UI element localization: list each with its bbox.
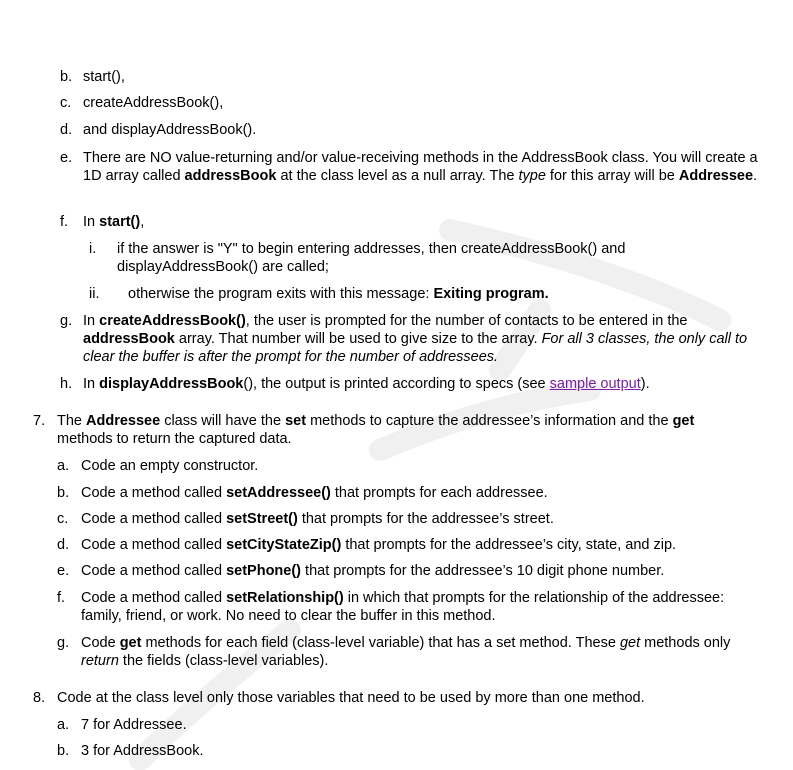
sublist-label: g. [57, 635, 70, 651]
sublist-item-7e [57, 562, 757, 580]
list-item-prev-b [60, 68, 760, 86]
sublist-text: Code get methods for each field (class-level variable) that has a set method. These get methods only return the fields (class-level variables). [81, 635, 731, 669]
sublist-label: f. [57, 590, 66, 606]
numbered-item-8 [33, 689, 753, 707]
sublist-text: Code an empty constructor. [81, 458, 259, 474]
sublist-label: i. [89, 241, 97, 257]
sublist-label: b. [57, 743, 70, 759]
list-item-f [60, 213, 760, 231]
list-label: b. [60, 69, 73, 85]
list-text: In createAddressBook(), the user is prompted for the number of contacts to be entered in the addressBook array. That number will be used to give size to the array. For all 3 classes, the only call to clear the buffer is after the prompt for the number of addressees. [83, 313, 748, 365]
sublist-label: a. [57, 458, 70, 474]
sublist-label: d. [57, 537, 70, 553]
list-label: g. [60, 313, 73, 329]
list-label: d. [60, 122, 73, 138]
sublist-item-7g [57, 634, 747, 670]
list-item-g [60, 312, 760, 366]
list-text: In displayAddressBook(), the output is printed according to specs (see sample output). [83, 376, 650, 392]
sublist-item-7d [57, 536, 757, 554]
sublist-item-8b [57, 742, 757, 760]
sublist-item-8a [57, 716, 757, 734]
sublist-text: 7 for Addressee. [81, 717, 187, 733]
sublist-text: Code a method called setPhone() that prompts for the addressee’s 10 digit phone number. [81, 563, 665, 579]
list-label: h. [60, 376, 73, 392]
sublist-item-7a [57, 457, 757, 475]
list-label: e. [60, 150, 73, 166]
list-text: start(), [83, 69, 125, 85]
numbered-item-7 [33, 412, 743, 448]
numbered-text: Code at the class level only those variables that need to be used by more than one method. [57, 690, 645, 706]
sublist-text: if the answer is "Y" to begin entering addresses, then createAddressBook() and displayAddressBook() are called; [117, 241, 626, 275]
list-item-e [60, 149, 760, 185]
sublist-text: Code a method called setRelationship() in which that prompts for the relationship of the addressee: family, friend, or work. No need to clear the buffer in this method. [81, 590, 725, 624]
sublist-item-7f [57, 589, 747, 625]
sublist-item-f-ii [89, 285, 739, 303]
number-label: 7. [33, 413, 46, 429]
sublist-label: e. [57, 563, 70, 579]
list-label: c. [60, 95, 72, 111]
sublist-text: Code a method called setStreet() that prompts for the addressee’s street. [81, 511, 554, 527]
list-text: There are NO value-returning and/or value-receiving methods in the AddressBook class. You will create a 1D array called addressBook at the class level as a null array. The type for this array will be Addressee. [83, 150, 758, 184]
sublist-label: c. [57, 511, 69, 527]
list-item-h [60, 375, 760, 393]
sublist-text: Code a method called setCityStateZip() that prompts for the addressee’s city, state, and zip. [81, 537, 677, 553]
sublist-label: b. [57, 485, 70, 501]
sublist-text: otherwise the program exits with this message: Exiting program. [128, 286, 549, 302]
sublist-item-f-i [89, 240, 739, 276]
numbered-text: The Addressee class will have the set methods to capture the addressee’s information and the get methods to return the captured data. [57, 413, 695, 447]
sample-output-link[interactable]: sample output [549, 376, 641, 392]
watermark-graphic [120, 190, 740, 770]
sublist-label: a. [57, 717, 70, 733]
list-text: and displayAddressBook(). [83, 122, 257, 138]
sublist-text: Code a method called setAddressee() that prompts for each addressee. [81, 485, 548, 501]
list-label: f. [60, 214, 69, 230]
list-item-prev-d [60, 121, 760, 139]
sublist-item-7b [57, 484, 757, 502]
number-label: 8. [33, 690, 46, 706]
sublist-label: ii. [89, 286, 100, 302]
list-text: In start(), [83, 214, 145, 230]
sublist-text: 3 for AddressBook. [81, 743, 204, 759]
sublist-item-7c [57, 510, 757, 528]
list-item-prev-c [60, 94, 760, 112]
list-text: createAddressBook(), [83, 95, 224, 111]
